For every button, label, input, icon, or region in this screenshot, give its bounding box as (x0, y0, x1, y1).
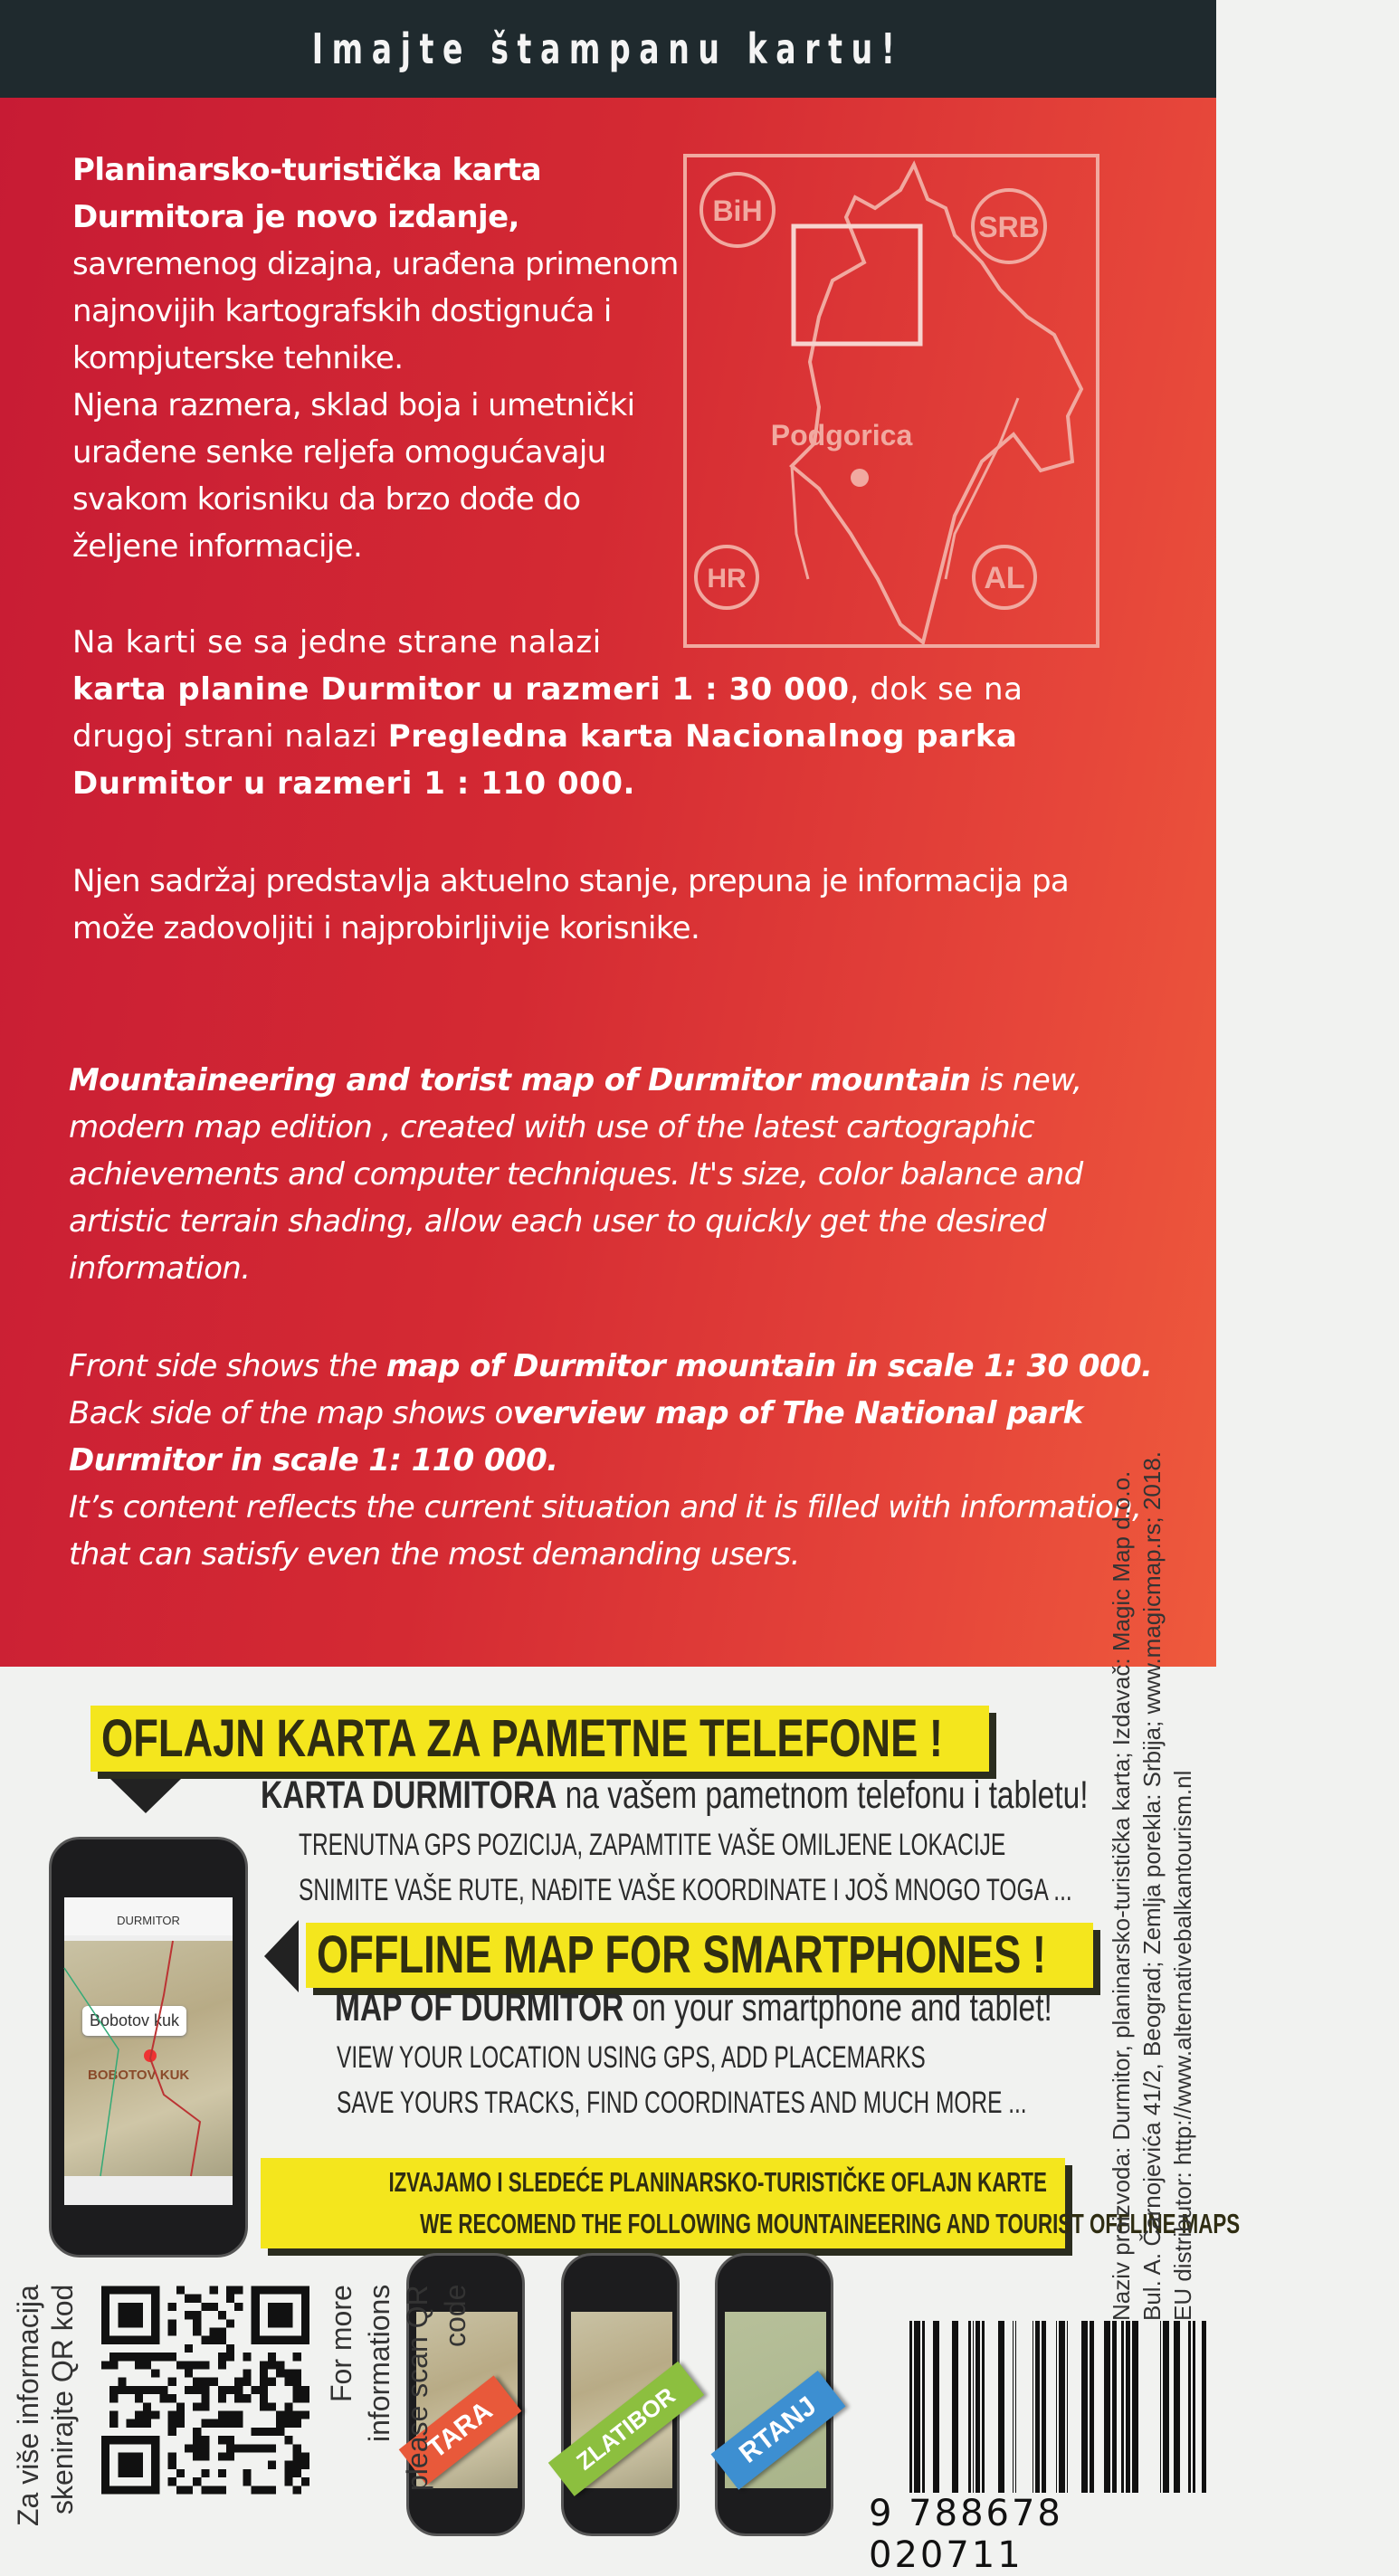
map-label-hr: HR (707, 564, 747, 594)
banner-text: OFLAJN KARTA ZA PAMETNE TELEFONE ! (101, 1709, 943, 1768)
text: Back side of the map shows o (69, 1395, 513, 1431)
offline-banner-en (306, 1923, 1093, 1988)
text: SAVE YOURS TRACKS, FIND COORDINATES AND MUCH MORE ... (337, 2086, 1027, 2120)
intro-bold: Planinarsko-turistička karta Durmitora je novo izdanje, (72, 152, 541, 235)
text: Naziv proizvoda: Durmitor, planinarsko-turistička karta; Izdavač: Magic Map d.o.o. (1108, 1470, 1135, 2321)
recommend-en: WE RECOMEND THE FOLLOWING MOUNTAINEERING AND TOURIST OFFLINE MAPS (420, 2208, 1241, 2239)
banner-text: OFFLINE MAP FOR SMARTPHONES ! (317, 1925, 1046, 1984)
qr-caption-en (322, 2285, 474, 2533)
offline-map-zlatibor[interactable] (561, 2253, 680, 2536)
imprint-text (1106, 1450, 1198, 2321)
recommend-banner (261, 2158, 1241, 2248)
phone-screen (64, 1897, 233, 2205)
intro-text-2: Njena razmera, sklad boja i umetnički urađene senke reljefa omogućavaju svakom korisniku da brzo dođe do željene informacije. (72, 387, 635, 565)
text: Na karti se sa jedne strane nalazi (72, 624, 602, 661)
intro-paragraph-en (69, 1057, 1155, 1292)
content-paragraph-sr: Njen sadržaj predstavlja aktuelno stanje, prepuna je informacija pa može zadovoljiti i najprobirljivije korisnike. (72, 863, 1070, 946)
bold-text: KARTA DURMITORA (261, 1773, 557, 1817)
recommend-sr: IZVAJAMO I SLEDEĆE PLANINARSKO-TURISTIČKE OFLAJN KARTE (388, 2166, 1047, 2198)
smartphone-image (49, 1837, 248, 2258)
text: It’s content reflects the current situation and it is filled with information, that can satisfy even the most demanding users. (69, 1489, 1142, 1573)
bold-text: Mountaineering and torist map of Durmitor mountain (69, 1062, 971, 1098)
bold-text: MAP OF DURMITOR (335, 1986, 624, 2029)
text: is new, modern map edition , created with use of the latest cartographic achievements and computer techniques. It's size, color balance and artistic terrain shading, allow each user to quickly get the desired information. (69, 1062, 1083, 1287)
barcode (882, 2321, 1213, 2493)
text: For more informations (325, 2285, 395, 2443)
text: SNIMITE VAŠE RUTE, NAĐITE VAŠE KOORDINATE I JOŠ MNOGO TOGA ... (299, 1873, 1072, 1907)
text: Bul. A. Čarnojevića 41/2, Beograd; Zemlja porekla: Srbija; www.magicmap.rs; 2018. (1138, 1450, 1166, 2321)
bold-text: karta planine Durmitor u razmeri 1 : 30 000 (72, 671, 850, 708)
locator-map (683, 154, 1099, 648)
text: Front side shows the (69, 1348, 386, 1384)
map-label-srb: SRB (978, 211, 1040, 243)
text: TRENUTNA GPS POZICIJA, ZAPAMTITE VAŠE OMILJENE LOKACIJE (299, 1828, 1006, 1862)
offline-line1-en (337, 2040, 1155, 2076)
bold-text: map of Durmitor mountain in scale 1: 30 000. (385, 1348, 1153, 1384)
text: na vašem pametnom telefonu i tabletu! (557, 1773, 1089, 1817)
bold-text: verview map of The National park Durmitor in scale 1: 110 000. (69, 1395, 1083, 1478)
phone-app-title: DURMITOR (64, 1897, 233, 1935)
map-callout: Bobotov kuk (82, 2006, 186, 2036)
header-title: Imajte štampanu kartu! (312, 24, 904, 73)
map-label-city: Podgorica (770, 419, 913, 452)
triangle-down-icon (110, 1779, 181, 1813)
scale-paragraph-sr (72, 619, 1032, 807)
map-label-al: AL (984, 561, 1025, 595)
text: please scan QR code (401, 2285, 471, 2491)
bold-text: Pregledna karta Nacionalnog parka Durmitor u razmeri 1 : 110 000. (72, 718, 1018, 802)
map-flag-tara: TARA (399, 2375, 522, 2485)
offline-line2-sr (299, 1873, 1373, 1908)
isbn-number: 9 788678 020711 (869, 2493, 1063, 2576)
text: skenirajte QR kod (46, 2285, 79, 2515)
offline-banner-sr (90, 1706, 989, 1772)
text: EU distributor: http://www.alternativebalkantourism.nl (1169, 1770, 1196, 2321)
text: VIEW YOUR LOCATION USING GPS, ADD PLACEMARKS (337, 2040, 926, 2075)
map-flag-rtanj: RTANJ (710, 2371, 845, 2490)
map-flag-zlatibor: ZLATIBOR (548, 2362, 704, 2496)
map-peak-label: BOBOTOV KUK (88, 2067, 190, 2083)
intro-text: savremenog dizajna, urađena primenom najnovijih kartografskih dostignuća i kompjuterske tehnike. (72, 246, 679, 376)
triangle-left-icon (264, 1920, 299, 1992)
qr-code[interactable] (101, 2285, 309, 2495)
map-label-bih: BiH (712, 195, 763, 227)
qr-caption-sr (11, 2285, 80, 2533)
text: , dok se na drugoj strani nalazi (72, 671, 1023, 755)
scale-paragraph-en (69, 1343, 1155, 1578)
text: on your smartphone and tablet! (623, 1986, 1052, 2029)
offline-map-rtanj[interactable] (715, 2253, 833, 2536)
text: Za više informacija (12, 2285, 44, 2526)
header-bar (0, 0, 1216, 98)
intro-paragraph-sr (72, 147, 688, 570)
